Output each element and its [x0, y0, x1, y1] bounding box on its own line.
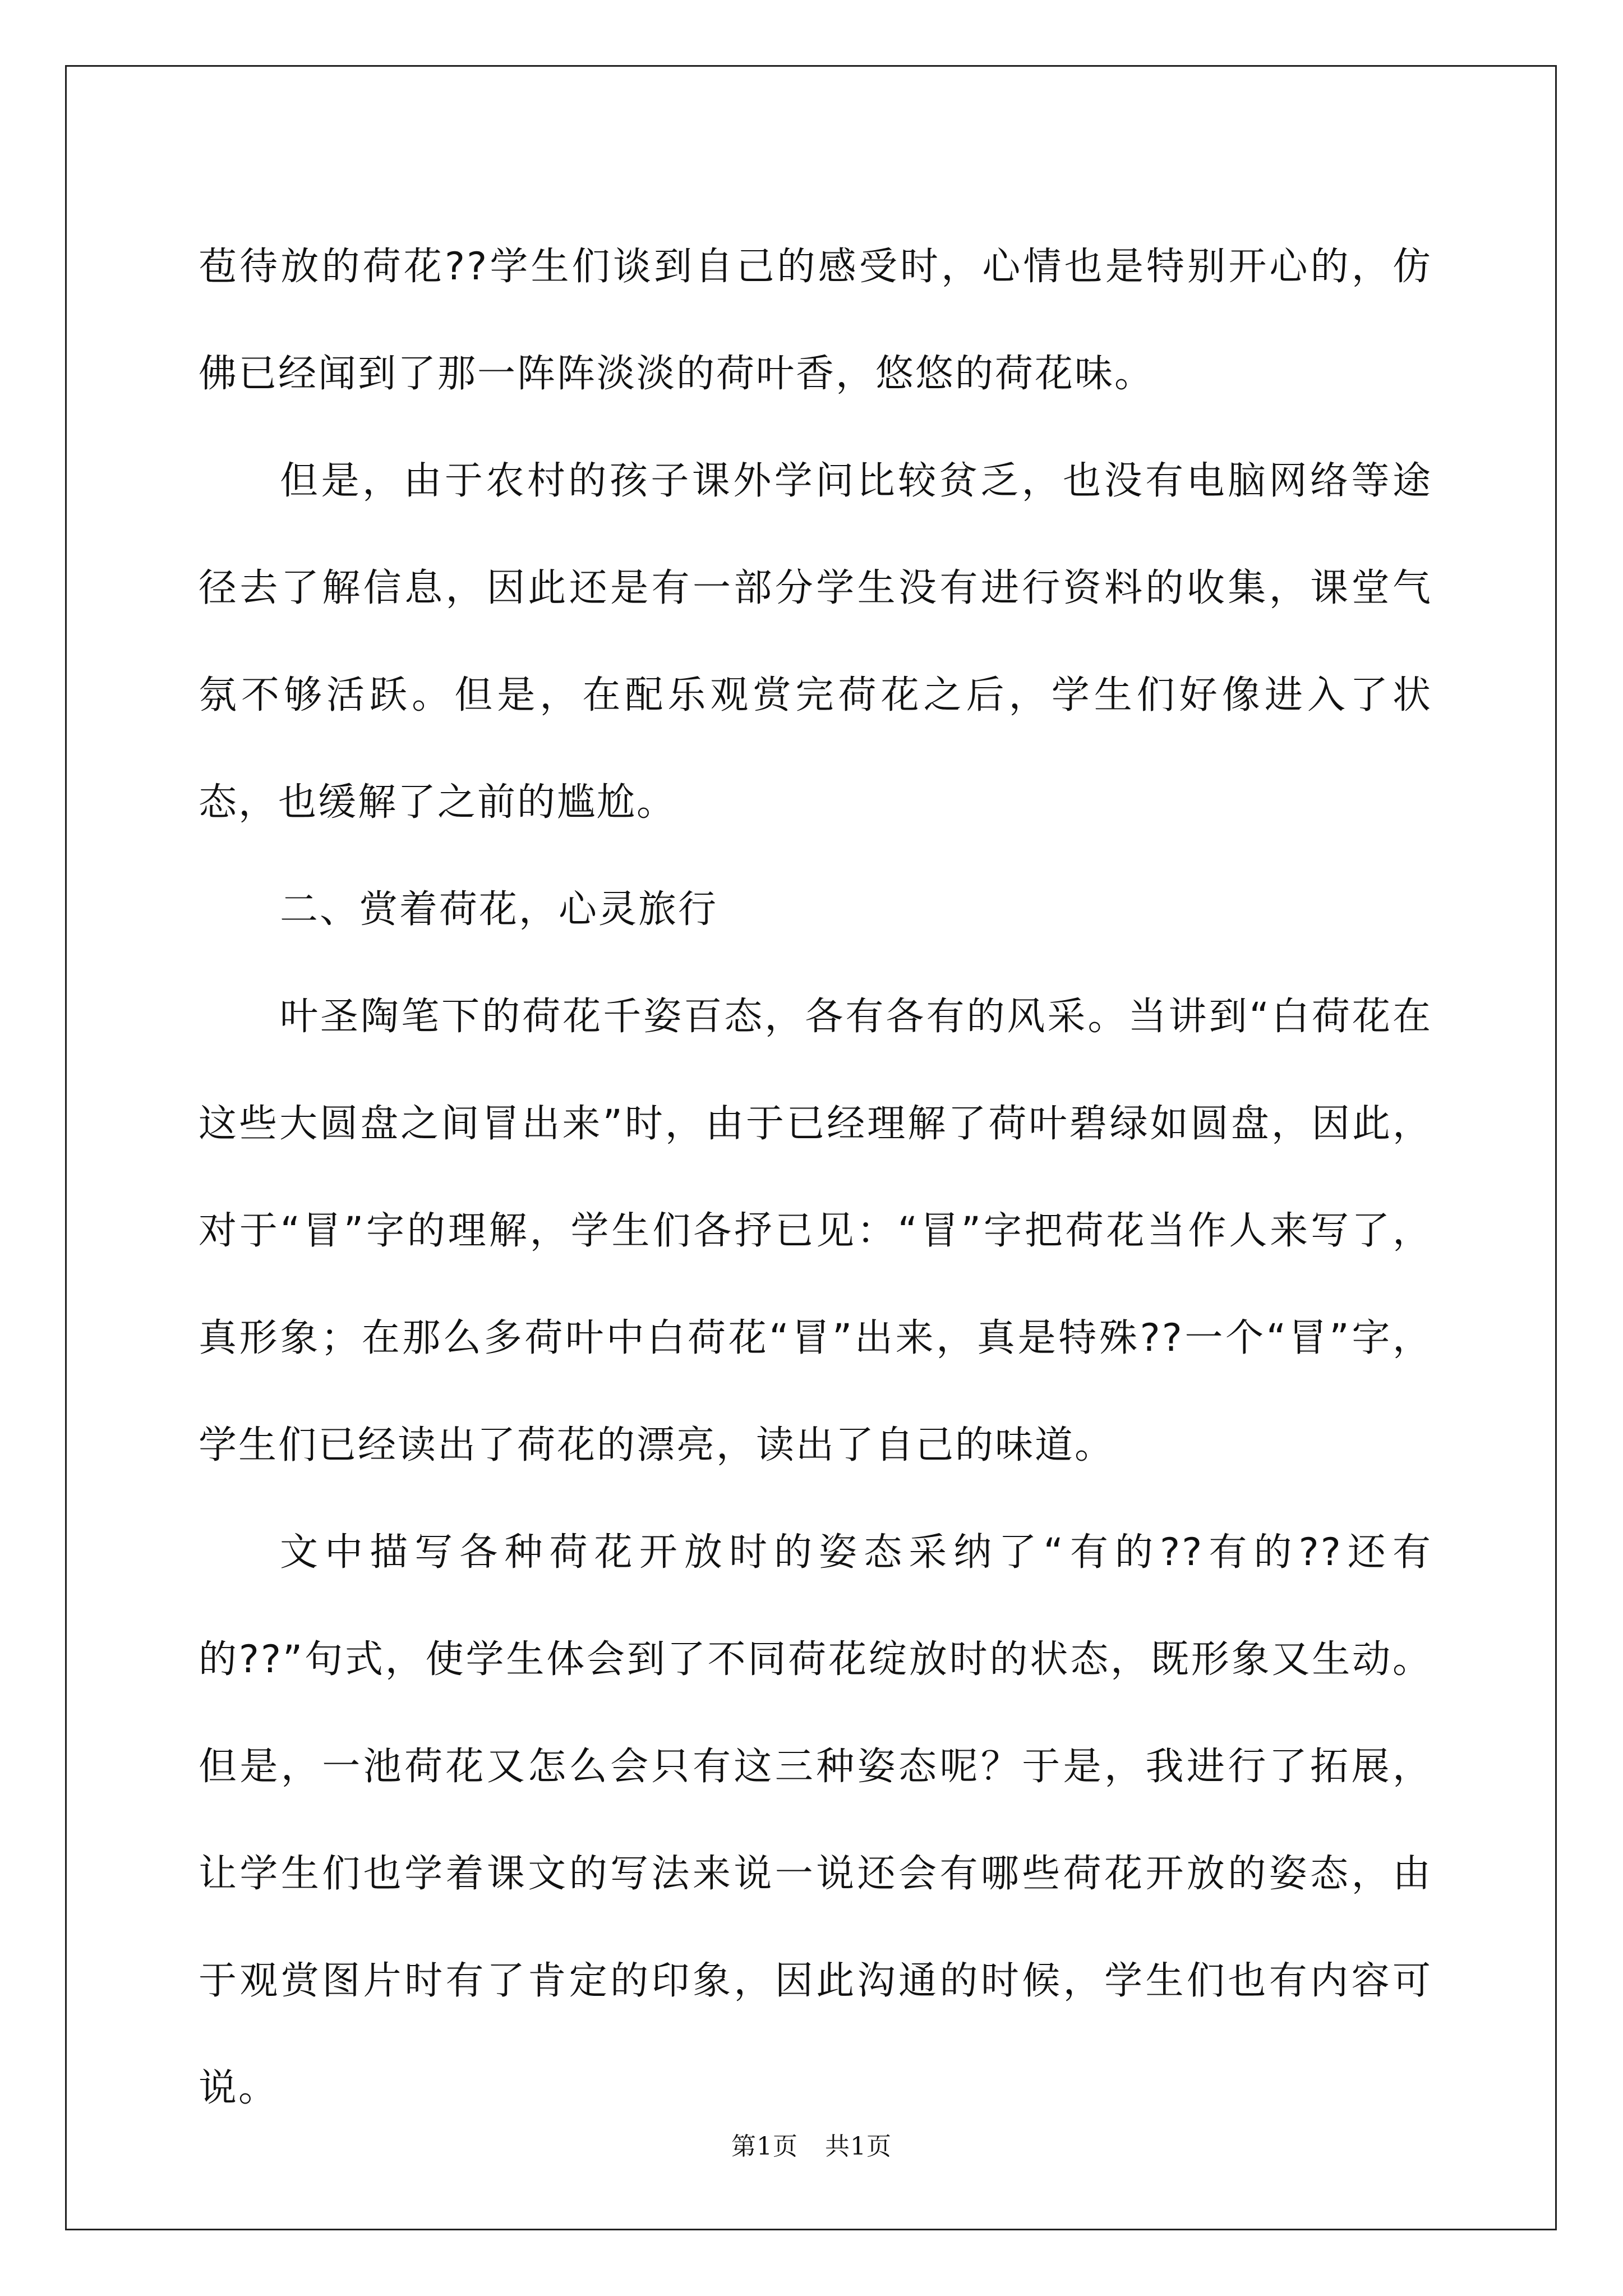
page-footer	[0, 2126, 1623, 2162]
document-body	[199, 213, 1432, 2142]
paragraph-2: 但是，由于农村的孩子课外学问比较贫乏，也没有电脑网络等途径去了解信息，因此还是有一部分学生没有进行资料的收集，课堂气氛不够活跃。但是，在配乐观赏完荷花之后，学生们好像进入了状态，也缓解了之前的尴尬。	[199, 459, 1432, 825]
paragraph-1: 苞待放的荷花??学生们谈到自己的感受时，心情也是特别开心的，仿佛已经闻到了那一阵阵淡淡的荷叶香，悠悠的荷花味。	[199, 245, 1432, 396]
page-total: 共1页	[825, 2132, 892, 2161]
section-heading: 二、赏着荷花，心灵旅行	[280, 887, 718, 932]
page-number: 第1页	[731, 2132, 798, 2161]
paragraph-4: 文中描写各种荷花开放时的姿态采纳了“有的??有的??还有的??”句式，使学生体会到了不同荷花绽放时的状态，既形象又生动。但是，一池荷花又怎么会只有这三种姿态呢？于是，我进行了拓展，让学生们也学着课文的写法来说一说还会有哪些荷花开放的姿态，由于观赏图片时有了肯定的印象，因此沟通的时候，学生们也有内容可说。	[199, 1530, 1432, 2110]
paragraph-3: 叶圣陶笔下的荷花千姿百态，各有各有的风采。当讲到“白荷花在这些大圆盘之间冒出来”时，由于已经理解了荷叶碧绿如圆盘，因此，对于“冒”字的理解，学生们各抒已见：“冒”字把荷花当作人来写了，真形象；在那么多荷叶中白荷花“冒”出来，真是特殊??一个“冒”字，学生们已经读出了荷花的漂亮，读出了自己的味道。	[199, 995, 1432, 1467]
